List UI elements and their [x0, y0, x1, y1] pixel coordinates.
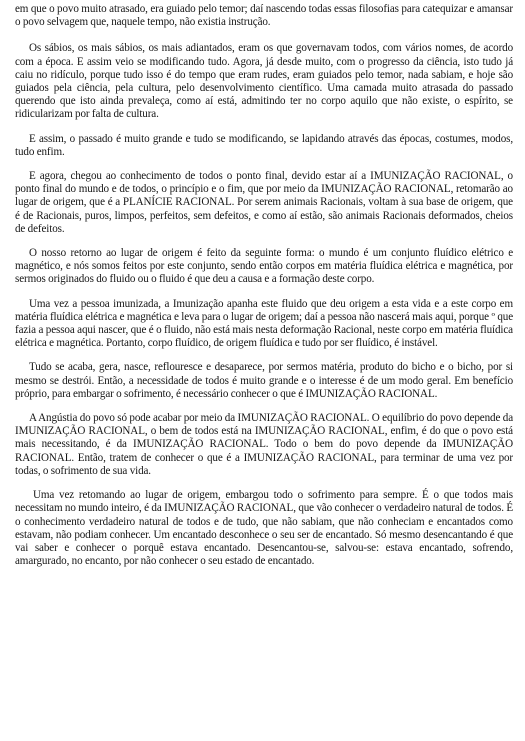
- paragraph-3: E assim, o passado é muito grande e tudo se modificando, se lapidando através das épocas, costumes, modos, tudo enfim.: [15, 132, 513, 158]
- paragraph-6: Uma vez a pessoa imunizada, a Imunização apanha este fluido que deu origem a esta vida e a este corpo em matéria fluídica elétrica e magnética e leva para o lugar de origem; daí a pessoa não nascerá mais aqui, porque º que fazia a pessoa aqui nascer, que é o fluido, não está mais nesta deformação Racional, neste corpo em matéria fluídica elétrica e magnética. Portanto, corpo fluídico, de origem fluídica e tudo por ser fluídico, é instável.: [15, 297, 513, 350]
- paragraph-9: Uma vez retomando ao lugar de origem, embargou todo o sofrimento para sempre. É o que todos mais necessitam no mundo inteiro, é da IMUNIZAÇÃO RACIONAL, que vão conhecer o verdadeiro natural de todos. É o conhecimento verdadeiro natural de todos e de tudo, que não sabiam, que não conheciam e encantados como estavam, não podiam conhecer. Um encantado desconhece o seu ser de encantado. Só mesmo desencantando é que vai saber e conhecer o porquê estava encantado. Desencantou-se, salvou-se: estava encantado, sofrendo, amargurado, no encanto, por não conhecer o seu estado de encantado.: [15, 489, 513, 568]
- paragraph-1: em que o povo muito atrasado, era guiado pelo temor; daí nascendo todas essas filosofias para catequizar e amansar o povo selvagem que, naquele tempo, não existia instrução.: [15, 3, 513, 29]
- paragraph-8: A Angústia do povo só pode acabar por meio da IMUNIZAÇÃO RACIONAL. O equilíbrio do povo depende da IMUNIZAÇÃO RACIONAL, o bem de todos está na IMUNIZAÇÃO RACIONAL, enfim, é do que o povo está mais necessitando, é da IMUNIZAÇÃO RACIONAL. Todo o bem do povo depende da IMUNIZAÇÃO RACIONAL. Então, tratem de conhecer o que é a IMUNIZAÇÃO RACIONAL, para terminar de uma vez por todas, o sofrimento de sua vida.: [15, 412, 513, 477]
- paragraph-4: E agora, chegou ao conhecimento de todos o ponto final, devido estar aí a IMUNIZAÇÃO RACIONAL, o ponto final do mundo e de todos, o princípio e o fim, que por meio da IMUNIZAÇÃO RACIONAL, retomarão ao lugar de origem, que é a PLANÍCIE RACIONAL. Por serem animais Racionais, voltam à sua base de origem, que é de Racionais, puros, limpos, perfeitos, sem defeitos, e como aí estão, são animais Racionais deformados, cheios de defeitos.: [15, 170, 513, 235]
- paragraph-2: Os sábios, os mais sábios, os mais adiantados, eram os que governavam todos, com vários nomes, de acordo com a época. E assim veio se modificando tudo. Agora, já desde muito, com o progresso da ciência, isto tudo já caiu no ridículo, porque tudo isso é do tempo que eram rudes, eram guiados pelo temor, nada sabiam, e hoje são guiados pela ciência, pela cultura, pelo desenvolvimento científico. Uma camada muito atrasada do passado querendo que isto ainda prevaleça, como aí está, admitindo ter no corpo aquilo que não existe, o espírito, se ridicularizam por falta de cultura.: [15, 42, 513, 121]
- paragraph-7: Tudo se acaba, gera, nasce, reflouresce e desaparece, por sermos matéria, produto do bicho e o bicho, por si mesmo se destrói. Então, a necessidade de todos é muito grande e o interesse é de um modo geral. Em benefício próprio, para embargar o sofrimento, é necessário conhecer o que é IMUNIZAÇÃO RACIONAL.: [15, 361, 513, 400]
- paragraph-5: O nosso retorno ao lugar de origem é feito da seguinte forma: o mundo é um conjunto fluídico elétrico e magnético, e nós somos feitos por este conjunto, sendo então corpos em matéria fluídica elétrica e magnética, por sermos originados do fluido ou o fluido é que deu a causa e a formação deste corpo.: [15, 247, 513, 286]
